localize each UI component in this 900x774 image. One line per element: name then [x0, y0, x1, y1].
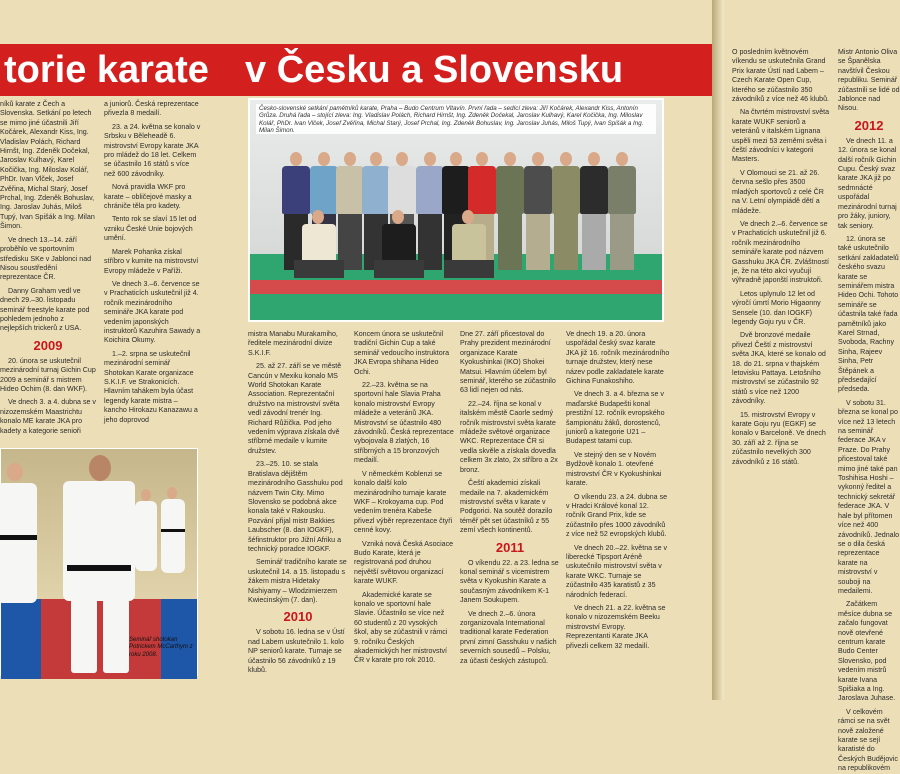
person-head	[396, 152, 408, 166]
black-belt	[67, 565, 131, 571]
paragraph: V celkovém rámci se na svět nově založené karate se sejí karatisté do Českých Budějovic na republikovém	[838, 707, 898, 773]
person-legs	[610, 214, 634, 270]
karate-seminar-photo	[0, 448, 198, 676]
paragraph: V sobotu 16. ledna se v Ústí nad Labem uskutečnilo 1. kolo NP seniorů karate. Turnaje se účastnilo 56 závodníků z 19 klubů.	[248, 628, 345, 674]
paragraph: 22.–23. května se na sportovní hale Slavia Praha konalo mistrovství Evropy mládeže a veteránů JKA. Mistrovství se účastnilo 480 závodníků. Česká reprezentace vybojovala 8 zlatých, 16 stříbrných a 15 bronzových medailí.	[354, 381, 454, 465]
karateka-head	[7, 463, 23, 481]
paragraph: Ve dnech 2.–6. února zorganizovala International traditional karate Federation první zimní Gasshuku v našich severních sousedů – Polsku, za účasti českých zástupců.	[460, 609, 557, 665]
article-column-2	[104, 100, 202, 445]
person-head	[312, 210, 324, 224]
paragraph: 25. až 27. září se ve městě Cancún v Mexiku konalo MS World Shotokan Karate Association. Reprezentační družstvo na mistrovství světa vedl závodní trenér Ing. Richard Růžička. Pod jeho vedením výprava získala dvě stříbrné medaile v kumite družstev.	[248, 362, 342, 455]
person-head	[560, 152, 572, 166]
person-head	[588, 152, 600, 166]
person-legs	[582, 214, 606, 270]
article-column-3	[248, 330, 348, 690]
person-head	[318, 152, 330, 166]
paragraph: 12. února se také uskutečnilo setkání zakladatelů českého svazu karate se seminářem mistra Hideo Ochi. Tohoto semináře se účastnila také řada pamětníků jako Karel Strnad, Svoboda, Rachny Sinha, Rajeev Sinha, Petr Štěpánek a předsedající předseda.	[838, 234, 899, 394]
paragraph: Ve dnech 21. a 22. května se konalo v nizozemském Beeku mistrovství Evropy. Reprezentanti Karate JKA přivezli celkem 32 medailí.	[566, 603, 666, 650]
paragraph: Marek Pohanka získal stříbro v kumite na mistrovství Evropy mládeže v Paříži.	[104, 247, 199, 275]
person-head	[616, 152, 628, 166]
person-torso	[442, 166, 470, 214]
person-legs	[294, 260, 344, 278]
paragraph: Ve dnech 19. a 20. února uspořádal český svaz karate JKA již 16. ročník mezinárodního turnaje družstev, který nese název podle zakladatele karate Gichina Funakoshiho.	[566, 330, 670, 386]
year-heading: 2012	[854, 117, 884, 133]
person-torso	[452, 224, 486, 262]
paragraph: Ve dnech 2.–6. července se v Prachaticích uskutečnil již 6. ročník mezinárodního semináře karate pod názvem Gasshuku JKA ČR. Zvláštností je, že na této akci vyučují výhradně japonští instruktoři.	[732, 219, 829, 285]
paragraph: 1.–2. srpna se uskutečnil mezinárodní seminář Shotokan Karate organizace S.K.I.F. ve Strakonicích. Hlavním tahákem byla účast legendy karate mistra – kancho Hirokazu Kanazawu a jeho doprovod	[104, 349, 198, 424]
person-head	[344, 152, 356, 166]
person-torso	[580, 166, 608, 214]
paragraph: V Olomouci se 21. až 26. června sešlo přes 3500 mladých sportovců z celé ČR na V. Letní olympiádě dětí a mládeže.	[732, 168, 824, 215]
paragraph: O víkendu 22. a 23. ledna se konal seminář s vicemistrem světa v Kyokushin Karate a současným závodníkem K-1 Janem Soukupem.	[460, 558, 559, 605]
person-torso	[282, 166, 310, 214]
paragraph: Dne 27. září přicestoval do Prahy prezident mezinárodní organizace Karate Kyokushinkai (IKO) Shokei Matsui. Hlavním účelem byl seminář, kterého se zúčastnilo 63 lidí nejen od nás.	[460, 330, 556, 395]
article-column-6	[566, 330, 670, 690]
page-gutter	[712, 0, 724, 700]
person-torso	[362, 166, 390, 214]
black-belt	[161, 529, 185, 532]
paragraph: Ve dnech 13.–14. září proběhlo ve sportovním středisku SKe v Jablonci nad Nisou soustředění reprezentace ČR.	[0, 235, 92, 282]
person-torso	[496, 166, 524, 214]
person-torso	[382, 224, 416, 262]
paragraph: Ve stejný den se v Novém Bydžově konalo 1. otevřené mistrovství ČR v Kyokushinkai karate.	[566, 450, 662, 488]
instructor-head	[89, 455, 111, 481]
article-column-1	[0, 100, 96, 450]
person-head	[504, 152, 516, 166]
paragraph: V německém Koblenzi se konalo další kolo mezinárodního turnaje karate WKF – Krokoyama cup. Pod vedením trenéra Kabeše přivezl výběr reprezentace čtyři cenné kovy.	[354, 469, 453, 535]
paragraph: Nová pravidla WKF pro karate – obličejové masky a chrániče těla pro kadety.	[104, 183, 192, 211]
instructor-leg	[103, 599, 129, 673]
karateka-gi	[135, 501, 157, 571]
person-torso	[310, 166, 338, 214]
person-torso	[552, 166, 580, 214]
paragraph: Ve dnech 3. a 4. dubna se v nizozemském Maastrichtu konalo ME karate JKA pro kadety a kategorie senioři	[0, 398, 96, 435]
instructor-gi	[63, 481, 135, 601]
paragraph: a juniorů. Česká reprezentace přivezla 8 medailí.	[104, 100, 199, 118]
paragraph: Akademické karate se konalo ve sportovní hale Slavie. Účastnilo se více než 60 studentů z 20 vysokých škol, aby se zúčastnili v rámci 9. ročníku Českých akademických her mistrovství ČR v karate pro rok 2010.	[354, 590, 448, 665]
year-heading: 2009	[33, 337, 63, 353]
paragraph: V sobotu 31. března se konal po více než 13 letech na seminář federace JKA v Praze. Do Prahy přicestoval také mimo jiné také pan Toshihisa Hoshi – vykonný ředitel a technický sekretář federace JKA. V hale byl přítomen více než 400 závodníků. Jednalo se o dila česká reprezentace karate na mistrovství v souboji na medailemi.	[838, 398, 900, 595]
paragraph: Mistr Antonio Oliva se Španělska navštívil Českou republiku. Seminář zúčastnili se lidé od Jablonce nad Nisou.	[838, 48, 900, 113]
paragraph: Seminář tradičního karate se uskutečnil 14. a 15. listopadu s žákem mistra Hidetaky Nishiyamy – Wlodzimierzem Kwiecinským (7. dan).	[248, 558, 347, 604]
year-heading: 2010	[283, 609, 313, 625]
black-belt	[0, 535, 37, 540]
person-torso	[416, 166, 444, 214]
person-head	[370, 152, 382, 166]
person-head	[476, 152, 488, 166]
person-legs	[374, 260, 424, 278]
photo-caption: Seminář shotokan Potrickem McCarthym z roku 2008.	[129, 637, 193, 658]
title-right: v Česku a Slovensku	[245, 49, 624, 91]
person-head	[424, 152, 436, 166]
person-head	[462, 210, 474, 224]
person-head	[532, 152, 544, 166]
paragraph: Na čtvrtém mistrovství světa karate WUKF seniorů a veteránů v italském Lignana uspěli mezi 53 zeměmi světa i čeští závodníci v kategorii Masters.	[732, 108, 830, 164]
paragraph: 23. a 24. května se konalo v Srbsku v Běleheadě 6. mistrovství Evropy karate JKA pro mládež do 18 let. Celkem se účastnilo 16 států s více než 600 závodníky.	[104, 122, 201, 178]
paragraph: Tento rok se slaví 15 let od vzniku České Unie bojových umění.	[104, 215, 197, 243]
karateka-head	[167, 487, 177, 499]
paragraph: 20. února se uskutečnil mezinárodní turnaj Gichin Cup 2009 a seminář s mistrem Hideo Ochim (8. dan WKF).	[0, 356, 96, 393]
article-column-5	[460, 330, 560, 690]
karateka-gi	[161, 499, 185, 573]
karateka-head	[141, 489, 151, 501]
article-column-7	[732, 48, 830, 498]
person-legs	[498, 214, 522, 270]
title-left: torie karate	[4, 49, 209, 91]
paragraph: 23.–25. 10. se stala Bratislava dějištěm mezinárodního Gasshuku pod názvem Twin City. Mimo Slovensko se podobná akce konala také v Rakousku. Pozvání přijal mistr Bakkies Laubscher (8. dan IOGKF), šéfinstruktor pro Jižní Afriku a technický poradce IOGKF.	[248, 460, 343, 553]
paragraph: Ve dnech 3. a 4. března se v maďarské Budapešti konal prestižní 12. ročník evropského šampionátu žáků, dorostenců, juniorů a kategorie U21 – Budapest tatami cup.	[566, 390, 665, 446]
paragraph: 22.–24. října se konal v italském městě Caorle sedmý ročník mistrovství světa karate mládeže světové organizace WKC. Reprezentace ČR si vedla skvěle a získala dovedla celkem 3x zlato, 2x stříbro a 2x bronz.	[460, 399, 558, 474]
year-heading: 2011	[495, 539, 525, 555]
person-legs	[554, 214, 578, 270]
paragraph: Ve dnech 20.–22. května se v liberecké Tipsport Aréně uskutečnilo mistrovství světa v karate WKC. Turnaje se zúčastnilo 435 karatistů z 35 národních federací.	[566, 543, 668, 599]
article-column-8	[838, 48, 900, 773]
paragraph: Ve dnech 11. a 12. února se konal další ročník Gichin Cupu. Český svaz karate JKA již po sedmnácté uspořádal mezinárodní turnaj pro žáky, juniory, tak seniory.	[838, 136, 897, 230]
article-column-4	[354, 330, 454, 690]
person-torso	[336, 166, 364, 214]
paragraph: Ve dnech 3.–6. července se v Prachaticích uskutečnil již 4. ročník mezinárodního semináře JKA karate pod vedením japonských instruktorů Kazuhira Sawady a Koichira Okumy.	[104, 279, 201, 345]
paragraph: Danny Graham vedl ve dnech 29.–30. listopadu seminář freestyle karate pod pohledem jednoho z nejlepších trickerů z USA.	[0, 286, 90, 333]
photo-caption: Česko-slovenské setkání pamětníků karate, Praha – Budo Centrum Vltavín. První řada – sedící zleva: Jiří Kočárek, Alexandr Kiss, Antonín Grůza. Druhá řada – stojící zleva: Ing. Vladislav Polách, Richard Hirnšt, Ing. Zdeněk Dočekal, Jaroslav Kulhavý, Karel Kočička, Ing. Miloslav Kolář, PhDr. Ivan Vlček, Josef Zvěřina, Michal Starý, Josef Prchal, Ing. Zdeněk Bohuslav, Ing. Jaroslav Juhás, Miloš Tupý, Ivan Spišák a Ing. Milan Šimon.	[256, 104, 656, 134]
paragraph: níků karate z Čech a Slovenska. Setkání po letech se mimo jiné účastnili Jiří Kočárek, Alexandr Kiss, Ing. Vladislav Polách, Richard Hirnšt, Ing. Zdeněk Dočekal, Jaroslav Kulhavý, Karel Kočička, Ing. Miloslav Kolář, PhDr. Ivan Vlček, Josef Zvěřina, Michal Starý, Josef Prchal, Ing. Zdeněk Bohuslav, Ing. Jaroslav Juhás, Miloš Tupý, Ivan Spišák a Ing. Milan Šimon.	[0, 100, 95, 231]
person-torso	[388, 166, 416, 214]
paragraph: mistra Manabu Murakamiho, ředitele mezinárodní divize S.K.I.F.	[248, 330, 338, 357]
person-torso	[468, 166, 496, 214]
person-head	[450, 152, 462, 166]
person-legs	[526, 214, 550, 270]
person-torso	[302, 224, 336, 262]
paragraph: Dvě bronzové medaile přivezl Čeští z mistrovství světa JKA, které se konalo od 18. do 21. srpna v thajském letovisku Pattaya. Letošního mistrovství se zúčastnilo 92 států s více než 1200 závodníky.	[732, 331, 826, 406]
paragraph: Začátkem měsíce dubna se začalo fungovat nově otevřené centrum karate Budo Center Slovensko, pod vedením mistrů karate Ivana Spišiaka a Ing. Jaroslava Juhase.	[838, 600, 896, 703]
paragraph: O víkendu 23. a 24. dubna se v Hradci Králové konal 12. ročník Grand Prix, kde se zúčastnilo přes 1000 závodníků z více než 52 evropských klubů.	[566, 492, 668, 539]
paragraph: Koncem února se uskutečnil tradiční Gichin Cup a také seminář vedoucího instruktora JKA Evropa shihana Hideo Ochi.	[354, 330, 450, 376]
person-head	[392, 210, 404, 224]
photo-floor-stripe	[250, 280, 662, 293]
team-photo	[248, 98, 664, 322]
karateka-gi	[0, 483, 37, 603]
paragraph: 15. mistrovství Evropy v karate Goju ryu (EGKF) se konalo v Barceloně. Ve dnech 30. září až 2. října se zúčastnilo nevelkých 300 závodníků z 16 států.	[732, 410, 826, 466]
person-legs	[444, 260, 494, 278]
person-torso	[524, 166, 552, 214]
person-torso	[608, 166, 636, 214]
paragraph: Letos uplynulo 12 let od výročí úmrtí Morio Higaonny Sensele (10. dan IOGKF) legendy Goju ryu v ČR.	[732, 289, 821, 326]
paragraph: Vzniká nová Česká Asociace Budo Karate, která je registrovaná pod druhou největší světovou organizací karate WUKF.	[354, 539, 454, 586]
instructor-leg	[71, 599, 97, 673]
person-head	[290, 152, 302, 166]
paragraph: O posledním květnovém víkendu se uskutečnila Grand Prix karate Ústí nad Labem – Czech Karate Open Cup, kterého se zúčastnilo 350 závodníků z více než 46 klubů.	[732, 48, 830, 104]
paragraph: Čeští akademici získali medaile na 7. akademickém mistrovství světa v karate v Podgorici. Na soutěž dorazilo téměř pět set účastníků z 55 zemí všech kontinentů.	[460, 479, 553, 535]
